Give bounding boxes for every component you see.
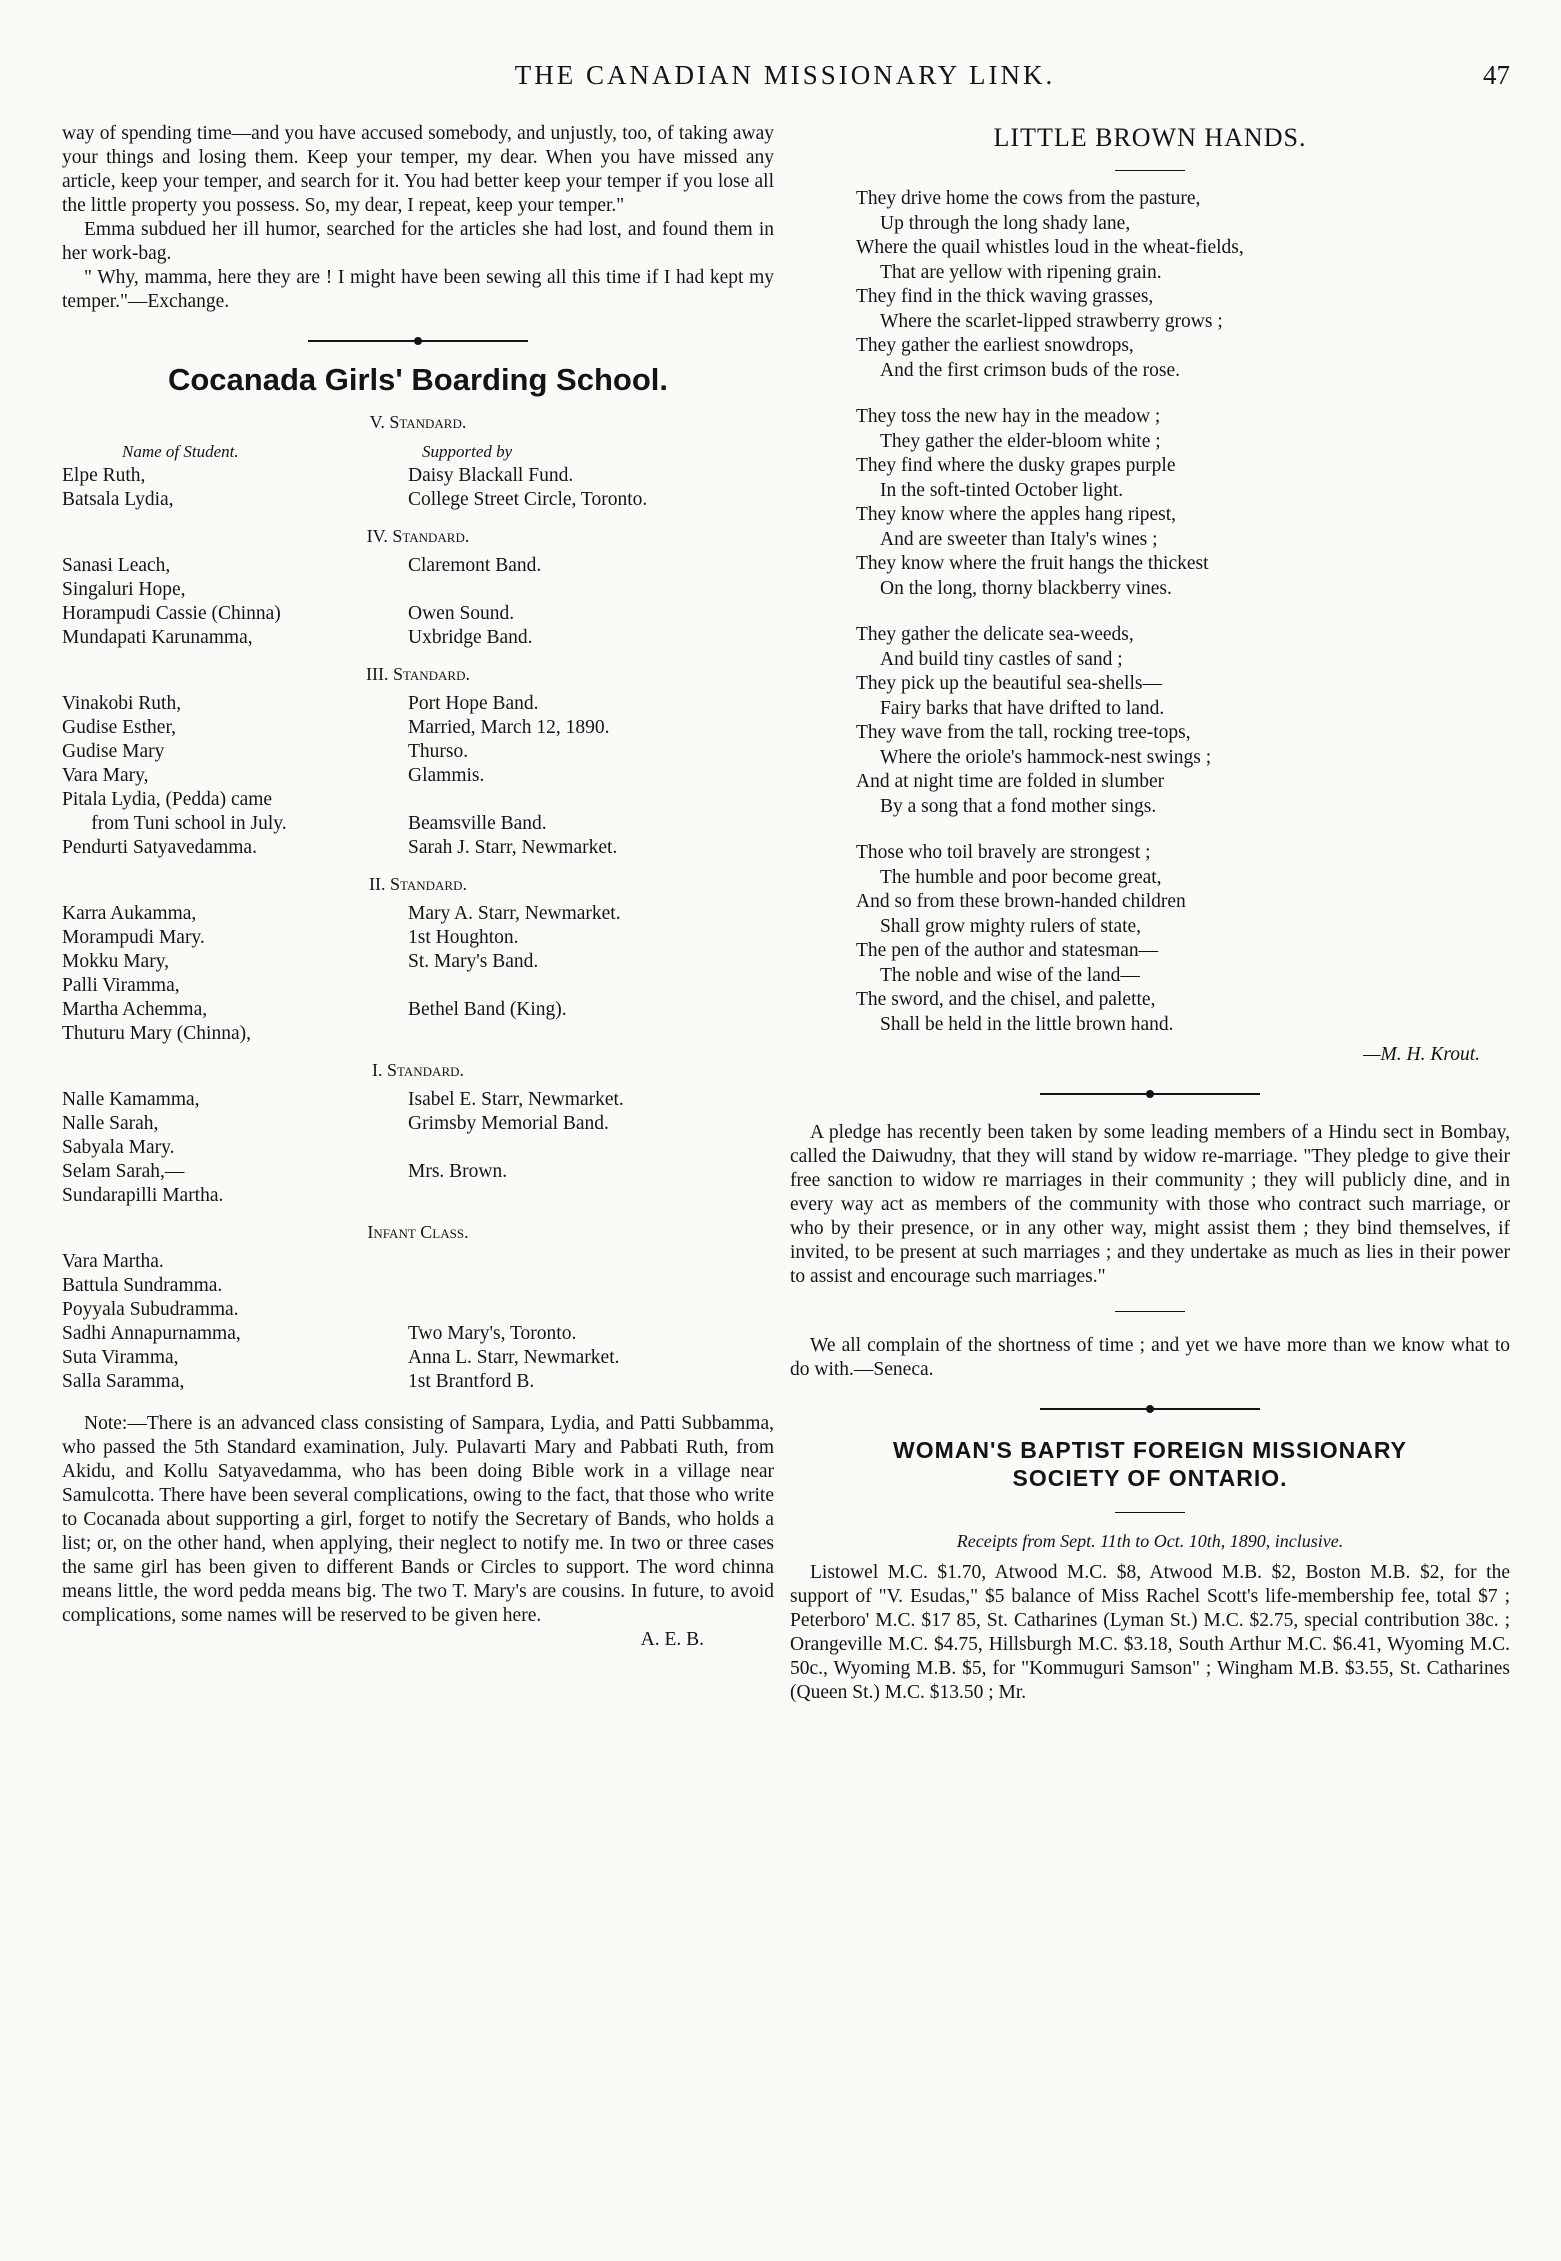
- society-title-line: SOCIETY OF ONTARIO.: [1012, 1465, 1288, 1491]
- poem-line: They gather the earliest snowdrops,: [856, 335, 1134, 356]
- poem-line: They pick up the beautiful sea-shells—: [856, 673, 1162, 694]
- student-name: Nalle Sarah,: [62, 1113, 159, 1134]
- poem-line: They know where the fruit hangs the thickest: [856, 553, 1209, 574]
- standard-heading: III. Standard.: [365, 664, 470, 684]
- poem-line: Those who toil bravely are strongest ;: [856, 842, 1151, 863]
- student-row: [62, 764, 774, 788]
- student-row: [62, 626, 774, 650]
- supporter-name: Glammis.: [408, 765, 485, 786]
- poem-line: They gather the elder-bloom white ;: [880, 430, 1161, 452]
- section-divider: [1040, 1408, 1260, 1410]
- poem-title: LITTLE BROWN HANDS.: [993, 123, 1307, 152]
- poem-line: The humble and poor become great,: [880, 866, 1162, 888]
- student-name: Palli Viramma,: [62, 975, 180, 996]
- poem-line: Shall be held in the little brown hand.: [880, 1013, 1174, 1035]
- student-row: [62, 1250, 774, 1274]
- student-name: Suta Viramma,: [62, 1347, 179, 1368]
- poem-line: The pen of the author and statesman—: [856, 940, 1159, 961]
- poem-line: On the long, thorny blackberry vines.: [880, 577, 1172, 599]
- poem-line: They wave from the tall, rocking tree-tops,: [856, 722, 1191, 743]
- poem-line: The noble and wise of the land—: [880, 964, 1140, 986]
- supporter-name: [408, 788, 774, 812]
- title-rule: [1115, 170, 1185, 171]
- student-row: [62, 716, 774, 740]
- poem-line: They find in the thick waving grasses,: [856, 286, 1154, 307]
- student-row: [62, 1274, 774, 1298]
- standard-heading: Infant Class.: [367, 1222, 469, 1242]
- poem-line: They know where the apples hang ripest,: [856, 504, 1177, 525]
- student-row: [62, 974, 774, 998]
- poem-stanza: [856, 623, 1510, 819]
- poem-line: They find where the dusky grapes purple: [856, 455, 1176, 476]
- supporter-name: [408, 1022, 774, 1046]
- student-row: [62, 1322, 774, 1346]
- student-name: Vinakobi Ruth,: [62, 693, 182, 714]
- student-row: [62, 1160, 774, 1184]
- supporter-name: Grimsby Memorial Band.: [408, 1113, 609, 1134]
- student-name: Gudise Esther,: [62, 717, 177, 738]
- supporter-name: Owen Sound.: [408, 603, 515, 624]
- supporter-name: Uxbridge Band.: [408, 627, 533, 648]
- supporter-name: Beamsville Band.: [408, 813, 547, 834]
- poem-line: By a song that a fond mother sings.: [880, 795, 1157, 817]
- student-row: [62, 464, 774, 488]
- student-row: [62, 488, 774, 512]
- student-name: Sabyala Mary.: [62, 1137, 175, 1158]
- supporter-name: Anna L. Starr, Newmarket.: [408, 1347, 620, 1368]
- section-rule: [1115, 1311, 1185, 1312]
- supporter-name: [408, 1298, 774, 1322]
- intro-paragraph: " Why, mamma, here they are ! I might have been sewing all this time if I had kept my temper."—Exchange.: [62, 267, 774, 312]
- poem-line: And build tiny castles of sand ;: [880, 648, 1123, 670]
- student-row: [62, 812, 774, 836]
- student-row: [62, 1136, 774, 1160]
- page-number: 47: [1483, 60, 1510, 90]
- student-name: Nalle Kamamma,: [62, 1089, 200, 1110]
- poem-line: Where the quail whistles loud in the wheat-fields,: [856, 237, 1244, 258]
- student-row: [62, 1346, 774, 1370]
- poem-stanza: [856, 405, 1510, 601]
- student-row: [62, 554, 774, 578]
- student-name: Karra Aukamma,: [62, 903, 197, 924]
- supporter-name: Mrs. Brown.: [408, 1161, 508, 1182]
- school-title: Cocanada Girls' Boarding School.: [167, 362, 668, 397]
- poem-author: —M. H. Krout.: [1363, 1044, 1480, 1065]
- supporter-name: [408, 1250, 774, 1274]
- standard-heading: IV. Standard.: [366, 526, 470, 546]
- poem-line: And so from these brown-handed children: [856, 891, 1186, 912]
- page-header: [60, 60, 1510, 102]
- student-row: [62, 1184, 774, 1208]
- supporter-name: [408, 1184, 774, 1208]
- student-row: [62, 1088, 774, 1112]
- school-note: Note:—There is an advanced class consisting of Sampara, Lydia, and Patti Subbamma, who passed the 5th Standard examination, July. Pulavarti Mary and Pabbati Ruth, from Akidu, and Kollu Satyavedamma, who has been doing Bible work in a village near Samulcotta. There have been several complications, owing to the fact, that those who write to Cocanada about supporting a girl, forget to notify the Secretary of Bands, who holds a list; or, on the other hand, when applying, their neglect to notify me. In two or three cases the same girl has been given to different Bands or Circles to support. The word chinna means little, the word pedda means big. The two T. Mary's are cousins. In future, to avoid complications, some names will be reserved to be given here.: [62, 1413, 774, 1626]
- poem-line: And are sweeter than Italy's wines ;: [880, 528, 1158, 550]
- society-heading: [790, 1436, 1510, 1492]
- student-name: Singaluri Hope,: [62, 579, 186, 600]
- student-row: [62, 1022, 774, 1046]
- left-column: [62, 122, 774, 1652]
- student-row: [62, 692, 774, 716]
- supporter-name: [408, 578, 774, 602]
- supporter-name: 1st Houghton.: [408, 927, 519, 948]
- student-row: [62, 950, 774, 974]
- student-row: [62, 998, 774, 1022]
- student-row: [62, 578, 774, 602]
- poem-line: They gather the delicate sea-weeds,: [856, 624, 1134, 645]
- pledge-paragraph: A pledge has recently been taken by some leading members of a Hindu sect in Bombay, called the Daiwudny, that they will stand by widow re-marriage. "They pledge to give their free sanction to widow re marriages in their community ; they will publicly dine, and in every way act as members of the community with those who contract such marriage, or who by their presence, or in any other way, might assist them ; they bind themselves, if invited, to be present at such marriages ; and they undertake as much as lies in their power to assist and encourage such marriages.": [790, 1122, 1510, 1287]
- poem-line: They toss the new hay in the meadow ;: [856, 406, 1161, 427]
- supporter-name: Daisy Blackall Fund.: [408, 465, 574, 486]
- supporter-column-heading: Supported by: [422, 442, 513, 461]
- supporter-name: [408, 974, 774, 998]
- standard-heading: II. Standard.: [368, 874, 467, 894]
- standard-heading: I. Standard.: [371, 1060, 465, 1080]
- student-name: Sundarapilli Martha.: [62, 1185, 224, 1206]
- student-row: [62, 902, 774, 926]
- student-column-heading: Name of Student.: [122, 442, 239, 461]
- society-title-line: WOMAN'S BAPTIST FOREIGN MISSIONARY: [893, 1437, 1407, 1463]
- student-row: [62, 1298, 774, 1322]
- student-name: Pendurti Satyavedamma.: [62, 837, 257, 858]
- poem-line: Where the scarlet-lipped strawberry grows ;: [880, 310, 1223, 332]
- poem-stanza: [856, 841, 1510, 1037]
- student-row: [62, 788, 774, 812]
- student-name: Mundapati Karunamma,: [62, 627, 253, 648]
- poem-line: They drive home the cows from the pasture,: [856, 188, 1201, 209]
- student-name: Salla Saramma,: [62, 1371, 185, 1392]
- student-name: Vara Martha.: [62, 1251, 164, 1272]
- supporter-name: Thurso.: [408, 741, 469, 762]
- section-rule: [1115, 1512, 1185, 1513]
- poem-line: Up through the long shady lane,: [880, 212, 1131, 234]
- poem-line: Where the oriole's hammock-nest swings ;: [880, 746, 1212, 768]
- supporter-name: Bethel Band (King).: [408, 999, 567, 1020]
- supporter-name: Two Mary's, Toronto.: [408, 1323, 577, 1344]
- section-divider: [1040, 1093, 1260, 1095]
- seneca-quote: We all complain of the shortness of time ; and yet we have more than we know what to do with.—Seneca.: [790, 1335, 1510, 1380]
- poem-line: The sword, and the chisel, and palette,: [856, 989, 1156, 1010]
- student-name: Morampudi Mary.: [62, 927, 205, 948]
- poem-line: That are yellow with ripening grain.: [880, 261, 1162, 283]
- section-divider: [308, 340, 528, 342]
- note-signature: A. E. B.: [640, 1629, 704, 1650]
- poem-line: Shall grow mighty rulers of state,: [880, 915, 1142, 937]
- poem-stanza: [856, 187, 1510, 383]
- student-row: [62, 602, 774, 626]
- supporter-name: [408, 1274, 774, 1298]
- receipts-text: Listowel M.C. $1.70, Atwood M.C. $8, Atwood M.B. $2, Boston M.B. $2, for the support of "V. Esudas," $5 balance of Miss Rachel Scott's life-membership fee, total $7 ; Peterboro' M.C. $17 85, St. Catharines (Lyman St.) M.C. $2.75, special contribution 38c. ; Orangeville M.C. $4.75, Hillsburgh M.C. $3.18, South Arthur M.C. $6.41, Wyoming M.C. 50c., Wyoming M.B. $5, for "Kommuguri Samson" ; Wingham M.B. $3.55, St. Catharines (Queen St.) M.C. $13.50 ; Mr.: [790, 1562, 1510, 1703]
- poem-line: In the soft-tinted October light.: [880, 479, 1124, 501]
- intro-paragraph: Emma subdued her ill humor, searched for the articles she had lost, and found them in her work-bag.: [62, 219, 774, 264]
- supporter-name: Claremont Band.: [408, 555, 542, 576]
- receipts-heading: Receipts from Sept. 11th to Oct. 10th, 1890, inclusive.: [956, 1531, 1344, 1551]
- standard-heading: V. Standard.: [369, 412, 467, 432]
- supporter-name: [408, 1136, 774, 1160]
- supporter-name: Sarah J. Starr, Newmarket.: [408, 837, 618, 858]
- student-row: [62, 1112, 774, 1136]
- student-name: Battula Sundramma.: [62, 1275, 223, 1296]
- student-name: Elpe Ruth,: [62, 465, 146, 486]
- column-headings: [62, 440, 774, 464]
- student-row: [62, 740, 774, 764]
- student-name: from Tuni school in July.: [62, 813, 287, 834]
- supporter-name: 1st Brantford B.: [408, 1371, 535, 1392]
- student-name: Poyyala Subudramma.: [62, 1299, 239, 1320]
- poem-line: Fairy barks that have drifted to land.: [880, 697, 1165, 719]
- supporter-name: College Street Circle, Toronto.: [408, 489, 648, 510]
- student-name: Mokku Mary,: [62, 951, 170, 972]
- student-name: Horampudi Cassie (Chinna): [62, 603, 281, 624]
- student-name: Batsala Lydia,: [62, 489, 174, 510]
- student-name: Sadhi Annapurnamma,: [62, 1323, 241, 1344]
- supporter-name: Mary A. Starr, Newmarket.: [408, 903, 621, 924]
- student-name: Sanasi Leach,: [62, 555, 171, 576]
- supporter-name: Isabel E. Starr, Newmarket.: [408, 1089, 624, 1110]
- student-row: [62, 926, 774, 950]
- student-row: [62, 836, 774, 860]
- student-name: Thuturu Mary (Chinna),: [62, 1023, 252, 1044]
- supporter-name: St. Mary's Band.: [408, 951, 539, 972]
- supporter-name: Port Hope Band.: [408, 693, 539, 714]
- intro-paragraph: way of spending time—and you have accused somebody, and unjustly, too, of taking away your things and losing them. Keep your temper, my dear. When you have missed any article, keep your temper, and search for it. You had better keep your temper if you lose all the little property you possess. So, my dear, I repeat, keep your temper.": [62, 123, 774, 216]
- student-name: Gudise Mary: [62, 741, 165, 762]
- student-name: Martha Achemma,: [62, 999, 208, 1020]
- student-name: Pitala Lydia, (Pedda) came: [62, 789, 273, 810]
- student-name: Selam Sarah,—: [62, 1161, 185, 1182]
- publication-title: THE CANADIAN MISSIONARY LINK.: [514, 60, 1056, 90]
- supporter-name: Married, March 12, 1890.: [408, 717, 610, 738]
- poem-line: And at night time are folded in slumber: [856, 771, 1165, 792]
- right-column: [790, 122, 1510, 1705]
- student-row: [62, 1370, 774, 1394]
- poem-line: And the first crimson buds of the rose.: [880, 359, 1181, 381]
- student-name: Vara Mary,: [62, 765, 149, 786]
